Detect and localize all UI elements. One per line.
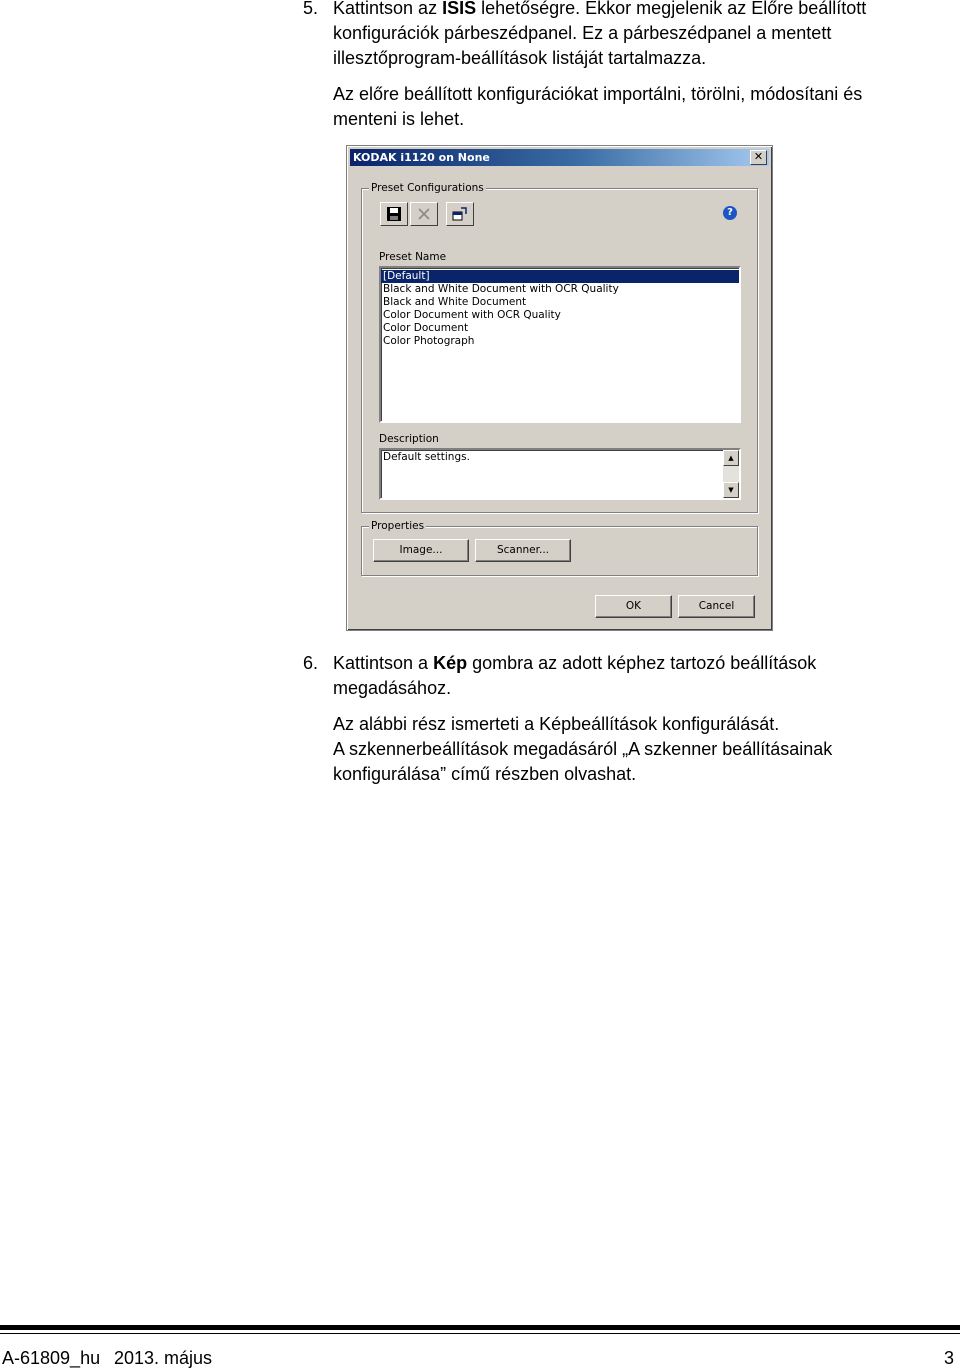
footer-date: 2013. május [114,1348,213,1368]
dialog-titlebar [350,149,769,166]
delete-icon [416,206,432,222]
save-button[interactable] [380,202,408,226]
description-box[interactable] [379,448,741,500]
scroll-down-icon[interactable]: ▼ [723,482,739,498]
list-item[interactable]: Color Document with OCR Quality [383,309,561,321]
list-item[interactable]: Color Document [383,322,469,334]
step-5-note-line-1: Az előre beállított konfigurációkat importálni, törölni, módosítani és [333,84,863,104]
isis-keyword: ISIS [442,0,477,18]
preset-name-label: Preset Name [379,251,447,263]
footer-doc-id: A-61809_hu [2,1348,101,1368]
ok-button[interactable]: OK [595,595,672,618]
footer-rule-thick [0,1325,960,1330]
description-scrollbar[interactable] [723,450,739,498]
preset-configurations-label: Preset Configurations [371,182,484,194]
dialog-title: KODAK i1120 on None [353,151,490,164]
kep-keyword: Kép [433,653,468,673]
properties-label: Properties [371,520,425,532]
step-5-line-3: illesztőprogram-beállítások listáját tartalmazza. [333,48,707,68]
delete-button[interactable] [410,202,438,226]
step-6-note-line-2: A szkennerbeállítások megadásáról „A szkenner beállításainak [333,739,833,759]
list-item[interactable]: Color Photograph [383,335,475,347]
page-number: 3 [943,1348,954,1368]
image-button[interactable]: Image... [373,539,469,562]
scanner-button[interactable]: Scanner... [475,539,571,562]
scroll-up-icon[interactable]: ▲ [723,450,739,466]
save-icon [386,206,402,222]
step-6-note-line-1: Az alábbi rész ismerteti a Képbeállítások konfigurálását. [333,714,780,734]
list-item[interactable]: [Default] [381,270,739,283]
step-5-line-1: Kattintson az ISIS lehetőségre. Ekkor megjelenik az Előre beállított [333,0,867,18]
list-item[interactable]: Black and White Document [383,296,527,308]
step-6-line-1: Kattintson a Kép gombra az adott képhez tartozó beállítások [333,653,817,673]
step-6-note-line-3: konfigurálása” című részben olvashat. [333,764,637,784]
step-5-note-line-2: menteni is lehet. [333,109,465,129]
preset-configurations-dialog [346,145,773,631]
rename-icon [452,206,468,222]
help-icon[interactable]: ? [723,206,737,220]
cancel-button[interactable]: Cancel [678,595,755,618]
properties-group [361,520,758,576]
list-item[interactable]: Black and White Document with OCR Quality [383,283,619,295]
preset-configurations-group [361,182,758,513]
description-label: Description [379,433,439,445]
footer-rule-thin [0,1333,960,1334]
step-5-number: 5. [303,0,319,18]
step-5-line-2: konfigurációk párbeszédpanel. Ez a párbeszédpanel a mentett [333,23,832,43]
step-6-line-2: megadásához. [333,678,452,698]
preset-list[interactable] [379,266,741,423]
close-button[interactable]: ✕ [750,150,767,165]
description-text: Default settings. [383,451,470,463]
rename-button[interactable] [446,202,474,226]
step-6-number: 6. [303,653,319,673]
